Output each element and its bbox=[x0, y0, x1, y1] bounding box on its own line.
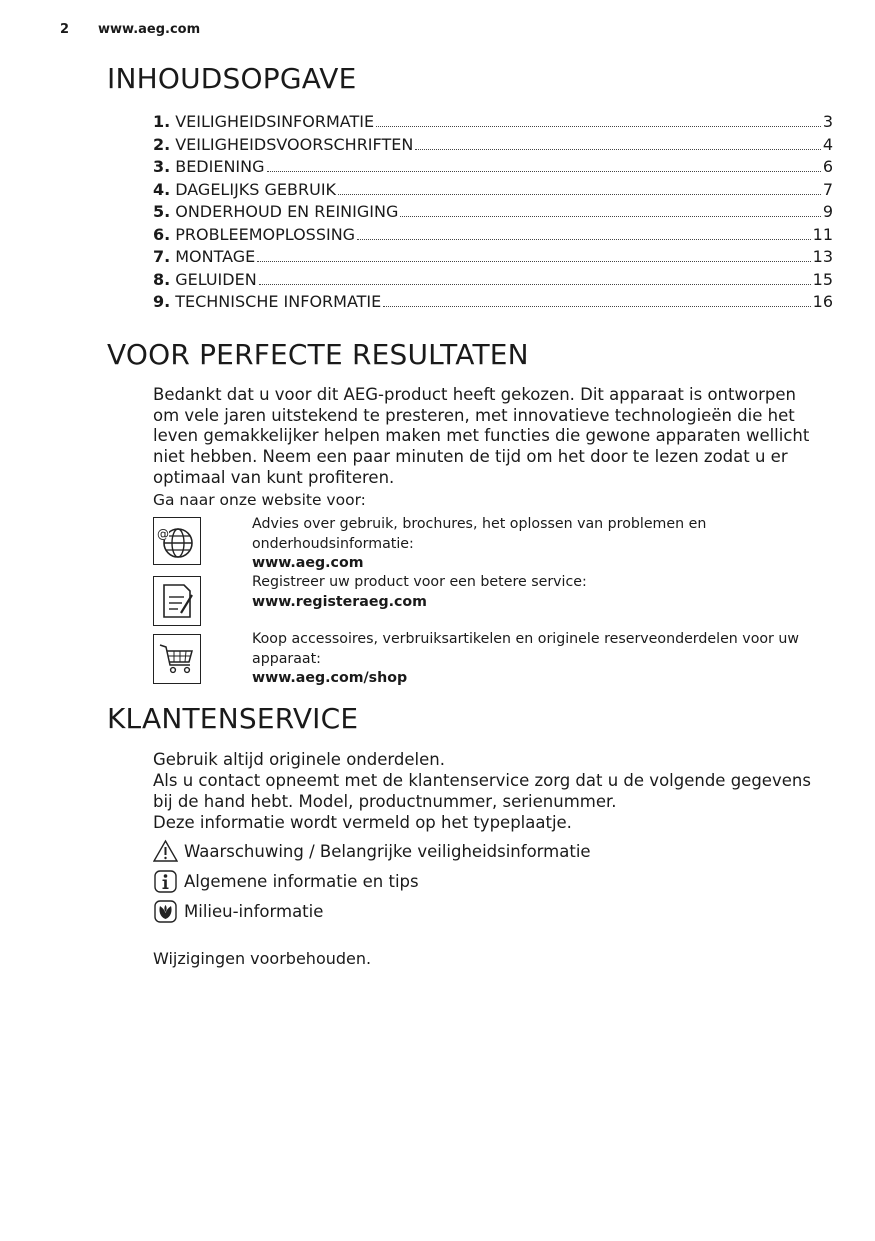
register-icon bbox=[153, 576, 201, 626]
legend-label: Waarschuwing / Belangrijke veiligheidsinformatie bbox=[184, 842, 591, 861]
legend-environment bbox=[153, 899, 753, 924]
dot-leader bbox=[338, 194, 821, 195]
svg-text:@: @ bbox=[157, 527, 169, 541]
toc-page: 13 bbox=[812, 247, 833, 266]
toc-item[interactable]: 8. GELUIDEN 15 bbox=[153, 269, 833, 292]
toc-page: 11 bbox=[812, 224, 833, 244]
toc-label: VEILIGHEIDSINFORMATIE bbox=[175, 112, 375, 131]
service-line: Als u contact opneemt met de klantenservice zorg dat u de volgende gegevens bbox=[153, 771, 811, 790]
toc-label: MONTAGE bbox=[175, 247, 256, 266]
page-number: 2 bbox=[60, 22, 70, 37]
intro-line: niet hebben. Neem een paar minuten de tijd om het door te lezen zodat u er bbox=[153, 447, 788, 467]
toc-item[interactable]: 7. MONTAGE 13 bbox=[153, 246, 833, 269]
toc-item[interactable]: 2. VEILIGHEIDSVOORSCHRIFTEN 4 bbox=[153, 134, 833, 157]
website-link[interactable]: www.aeg.com/shop bbox=[252, 670, 408, 686]
website-description: Advies over gebruik, brochures, het oplossen van problemen en bbox=[252, 516, 707, 532]
toc-item[interactable]: 3. BEDIENING 6 bbox=[153, 156, 833, 179]
globe-icon bbox=[153, 517, 201, 565]
dot-leader bbox=[383, 306, 810, 307]
toc-page: 7 bbox=[822, 179, 833, 199]
toc-item[interactable]: 4. DAGELIJKS GEBRUIK 7 bbox=[153, 179, 833, 202]
toc-page: 9 bbox=[822, 202, 833, 221]
environment-icon bbox=[153, 899, 178, 924]
intro-paragraph bbox=[153, 385, 823, 510]
dot-leader bbox=[267, 171, 821, 172]
warning-icon bbox=[153, 839, 178, 864]
service-title: KLANTENSERVICE bbox=[107, 702, 359, 735]
website-link[interactable]: www.aeg.com bbox=[252, 555, 364, 571]
legend-label: Algemene informatie en tips bbox=[184, 872, 419, 891]
service-line: bij de hand hebt. Model, productnummer, serienummer. bbox=[153, 792, 617, 811]
intro-line: leven gemakkelijker helpen maken met functies die gewone apparaten wellicht bbox=[153, 426, 810, 446]
service-line: Deze informatie wordt vermeld op het typeplaatje. bbox=[153, 813, 572, 832]
toc-page: 4 bbox=[822, 134, 833, 154]
results-title: VOOR PERFECTE RESULTATEN bbox=[107, 338, 529, 371]
toc-page: 16 bbox=[812, 292, 833, 311]
changes-reserved-note: Wijzigingen voorbehouden. bbox=[153, 949, 372, 968]
toc-page: 15 bbox=[812, 269, 833, 289]
website-description: Koop accessoires, verbruiksartikelen en originele reserveonderdelen voor uw bbox=[252, 631, 799, 647]
toc-page: 3 bbox=[822, 112, 833, 131]
intro-line: optimaal van kunt profiteren. bbox=[153, 467, 395, 487]
dot-leader bbox=[400, 216, 820, 217]
website-description-cont: apparaat: bbox=[252, 650, 321, 667]
toc-item[interactable]: 5. ONDERHOUD EN REINIGING 9 bbox=[153, 201, 833, 224]
legend-warning bbox=[153, 839, 753, 864]
intro-line: Bedankt dat u voor dit AEG-product heeft gekozen. Dit apparaat is ontworpen bbox=[153, 385, 796, 404]
shopping-cart-icon bbox=[153, 634, 201, 684]
legend-info bbox=[153, 869, 753, 894]
dot-leader bbox=[415, 149, 821, 150]
toc-label: PROBLEEMOPLOSSING bbox=[175, 224, 356, 244]
page-header bbox=[60, 22, 200, 37]
website-description: Registreer uw product voor een betere service: bbox=[252, 574, 587, 590]
toc-item[interactable]: 9. TECHNISCHE INFORMATIE 16 bbox=[153, 291, 833, 314]
website-description-cont: onderhoudsinformatie: bbox=[252, 535, 414, 552]
toc-page: 6 bbox=[822, 157, 833, 176]
dot-leader bbox=[257, 261, 810, 262]
service-paragraph bbox=[153, 749, 833, 833]
info-icon bbox=[153, 869, 178, 894]
intro-line: om vele jaren uitstekend te presteren, met innovatieve technologieën die het bbox=[153, 405, 795, 425]
toc-label: DAGELIJKS GEBRUIK bbox=[175, 179, 337, 199]
dot-leader bbox=[357, 239, 811, 240]
toc-label: BEDIENING bbox=[175, 157, 265, 176]
service-line: Gebruik altijd originele onderdelen. bbox=[153, 750, 445, 769]
toc-label: GELUIDEN bbox=[175, 269, 257, 289]
legend-label: Milieu-informatie bbox=[184, 902, 324, 921]
toc-title: INHOUDSOPGAVE bbox=[107, 62, 357, 95]
toc-item[interactable]: 6. PROBLEEMOPLOSSING 11 bbox=[153, 224, 833, 247]
dot-leader bbox=[376, 126, 821, 127]
toc-item[interactable]: 1. VEILIGHEIDSINFORMATIE 3 bbox=[153, 111, 833, 134]
toc-label: ONDERHOUD EN REINIGING bbox=[175, 202, 399, 221]
dot-leader bbox=[259, 284, 811, 285]
website-intro: Ga naar onze website voor: bbox=[153, 490, 366, 509]
toc-label: VEILIGHEIDSVOORSCHRIFTEN bbox=[175, 134, 414, 154]
toc-label: TECHNISCHE INFORMATIE bbox=[175, 292, 382, 311]
table-of-contents bbox=[153, 111, 833, 314]
website-link[interactable]: www.registeraeg.com bbox=[252, 593, 427, 610]
header-website[interactable]: www.aeg.com bbox=[98, 22, 201, 37]
